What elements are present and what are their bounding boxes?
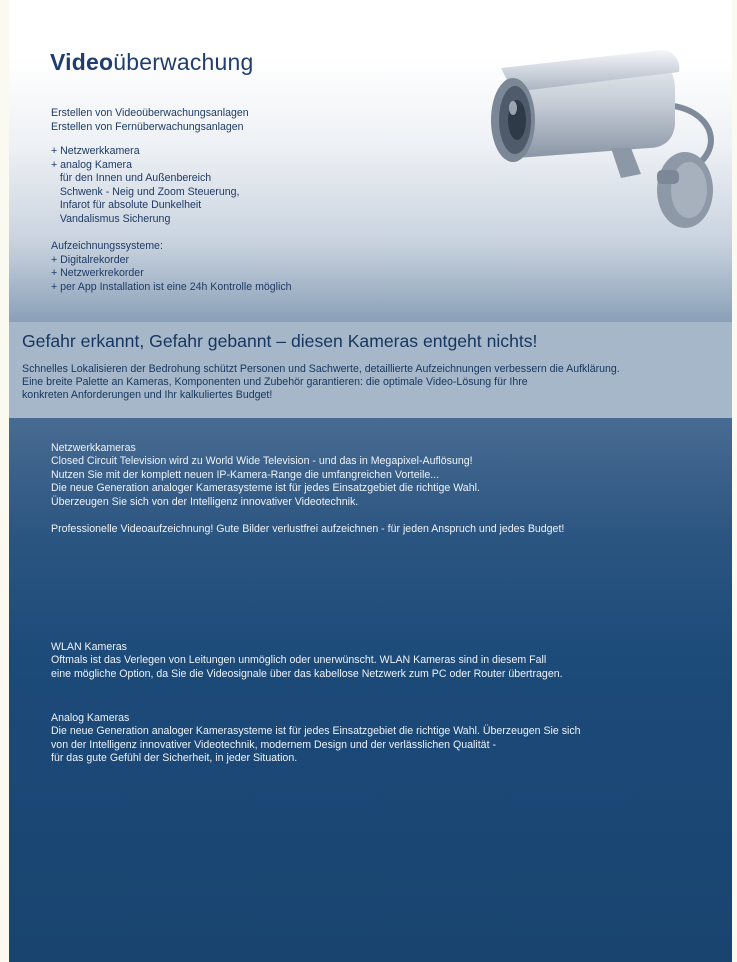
hero-section	[9, 0, 732, 322]
content-frame	[9, 0, 732, 962]
band-description: Schnelles Lokalisieren der Bedrohung schützt Personen und Sachwerte, detaillierte Aufzeichnungen verbessern die Aufklärung. Eine breite Palette an Kameras, Komponenten und Zubehör garantieren: die optimale Video-Lösung für Ihre konkreten Anforderungen und Ihr kalkuliertes Budget!	[22, 363, 620, 402]
intro-services: Erstellen von Videoüberwachungsanlagen Erstellen von Fernüberwachungsanlagen	[51, 107, 249, 133]
camera-types-list: + Netzwerkkamera + analog Kamera für den Innen und Außenbereich Schwenk - Neig und Zoom Steuerung, Infarot für absolute Dunkelheit Vandalismus Sicherung	[51, 145, 240, 225]
security-camera-image	[471, 38, 732, 238]
band-headline: Gefahr erkannt, Gefahr gebannt – diesen Kameras entgeht nichts!	[22, 331, 538, 351]
recording-systems-list: Aufzeichnungssysteme: + Digitalrekorder + Netzwerkrekorder + per App Installation ist eine 24h Kontrolle möglich	[51, 240, 292, 293]
section-netzwerkkameras: Netzwerkkameras Closed Circuit Television wird zu World Wide Television - und das in Megapixel-Auflösung! Nutzen Sie mit der komplett neuen IP-Kamera-Range die umfangreichen Vorteile... Die neue Generation analoger Kamerasysteme ist für jedes Einsatzgebiet die richtige Wahl. Überzeugen Sie sich von der Intelligenz innovativer Videotechnik.	[51, 442, 480, 508]
section-analog-kameras: Analog Kameras Die neue Generation analoger Kamerasysteme ist für jedes Einsatzgebiet die richtige Wahl. Überzeugen Sie sich von der Intelligenz innovativer Videotechnik, modernem Design und der verlässlichen Qualität - für das gute Gefühl der Sicherheit, in jeder Situation.	[51, 712, 581, 765]
section-wlan-kameras: WLAN Kameras Oftmals ist das Verlegen von Leitungen unmöglich oder unerwünscht. WLAN Kameras sind in diesem Fall eine mögliche Option, da Sie die Videosignale über das kabellose Netzwerk zum PC oder Router übertragen.	[51, 641, 563, 680]
page-title: Videoüberwachung	[50, 49, 254, 75]
section-professional-recording: Professionelle Videoaufzeichnung! Gute Bilder verlustfrei aufzeichnen - für jeden Anspruch und jedes Budget!	[51, 523, 565, 535]
